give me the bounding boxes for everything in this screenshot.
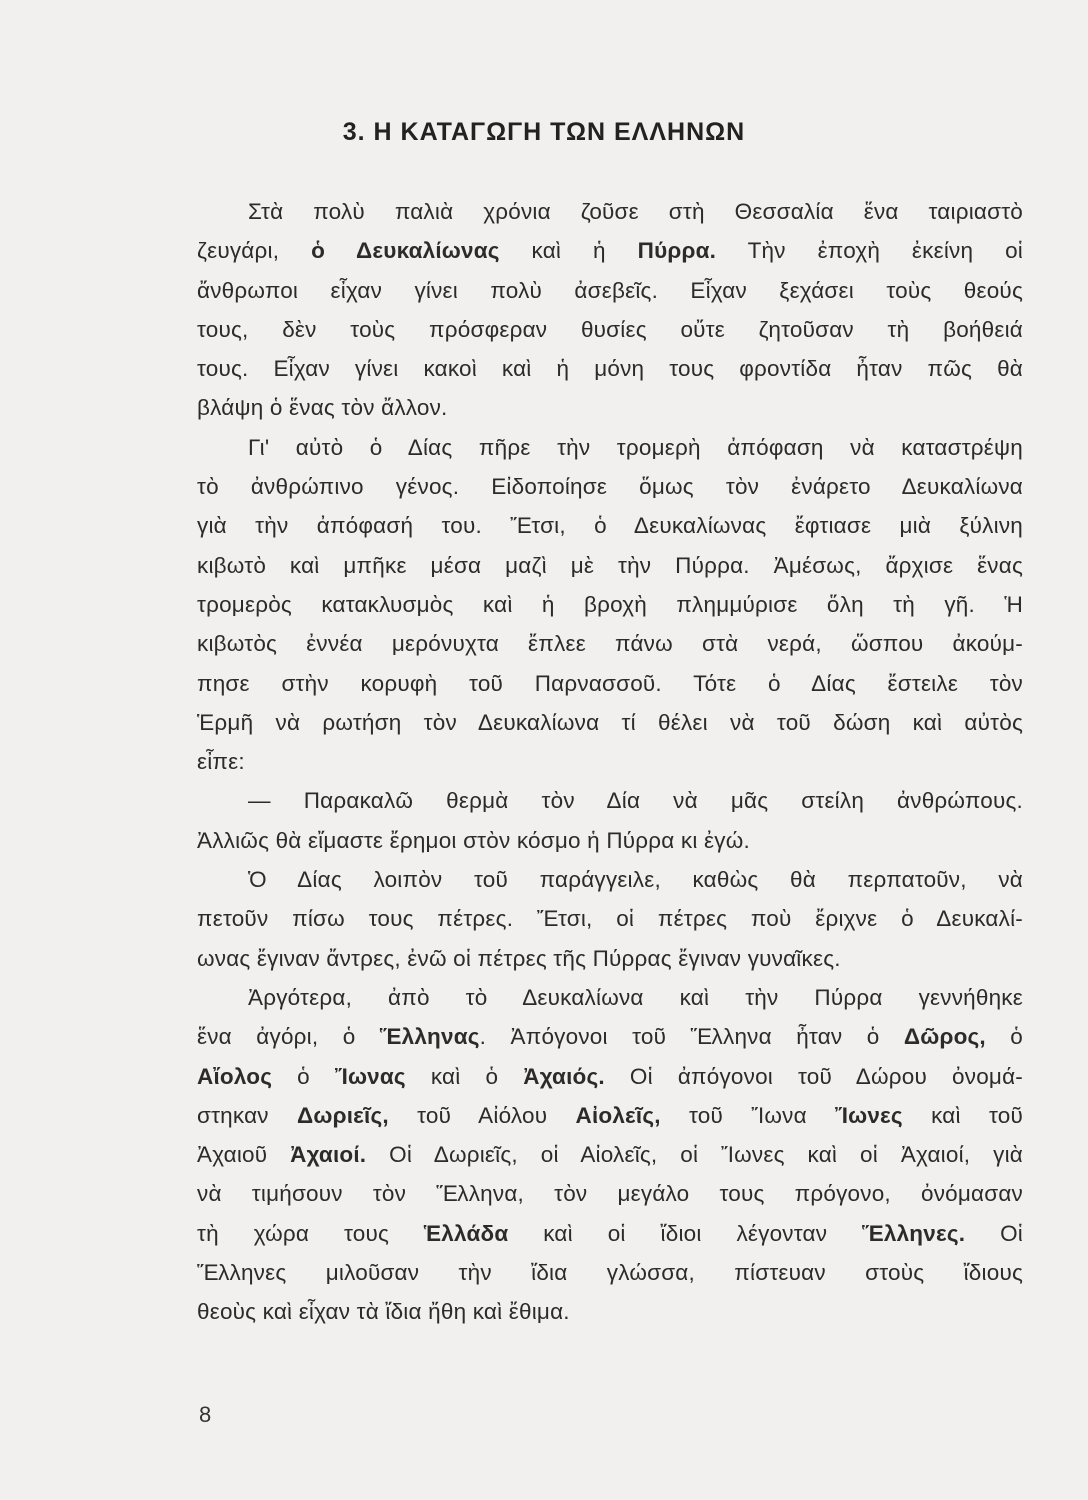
text-run: Οἱ ἀπόγονοι τοῦ Δώρου ὀνομά- (604, 1063, 1024, 1089)
bold-term: Πύρρα. (637, 238, 717, 264)
text-run: ὁ (272, 1063, 335, 1089)
text-run: καὶ οἱ ἴδιοι λέγονταν (508, 1220, 863, 1246)
text-line (197, 1292, 1023, 1331)
bold-term: Αἴολος (197, 1063, 273, 1089)
text-run: Οἱ (965, 1220, 1023, 1246)
text-line (197, 1017, 1023, 1056)
text-line (197, 703, 1023, 742)
text-run: ωνας ἔγιναν ἄντρες, ἐνῶ οἱ πέτρες τῆς Πύρρας ἔγιναν γυναῖκες. (197, 945, 841, 971)
text-run: τους, δὲν τοὺς πρόσφεραν θυσίες οὔτε ζητοῦσαν τὴ βοήθειά (197, 316, 1023, 342)
text-line (197, 546, 1023, 585)
text-line (197, 1096, 1023, 1135)
text-line (197, 1057, 1023, 1096)
text-run: Ἕλληνες μιλοῦσαν τὴν ἴδια γλώσσα, πίστευαν στοὺς ἴδιους (197, 1260, 1023, 1286)
bold-term: ὁ Δευκαλίωνας (311, 238, 500, 264)
text-run: Στὰ πολὺ παλιὰ χρόνια ζοῦσε στὴ Θεσσαλία ἕνα ταιριαστὸ (248, 199, 1023, 224)
text-line (197, 1135, 1023, 1174)
text-run: ἕνα ἀγόρι, ὁ (197, 1024, 380, 1050)
text-run: Γι' αὐτὸ ὁ Δίας πῆρε τὴν τρομερὴ ἀπόφαση νὰ καταστρέψη (248, 434, 1023, 460)
text-line (197, 860, 1023, 899)
text-run: τοῦ Αἰόλου (388, 1102, 576, 1128)
text-run: στηκαν (197, 1102, 298, 1128)
text-run: καὶ ὁ (405, 1063, 524, 1089)
text-run: ὁ (985, 1024, 1023, 1050)
text-run: τρομερὸς κατακλυσμὸς καὶ ἡ βροχὴ πλημμύρισε ὅλη τὴ γῆ. Ἡ (197, 591, 1023, 617)
bold-term: Δωριεῖς, (297, 1102, 389, 1128)
text-line (197, 1174, 1023, 1213)
text-run: Οἱ Δωριεῖς, οἱ Αἰολεῖς, οἱ Ἴωνες καὶ οἱ Ἀχαιοί, γιὰ (366, 1142, 1023, 1168)
text-line (197, 1214, 1023, 1253)
text-run: πετοῦν πίσω τους πέτρες. Ἔτσι, οἱ πέτρες ποὺ ἔριχνε ὁ Δευκαλί- (197, 906, 1023, 932)
text-line (197, 939, 1023, 978)
text-run: καὶ ἡ (499, 238, 638, 264)
text-run: ἄνθρωποι εἶχαν γίνει πολὺ ἀσεβεῖς. Εἶχαν ξεχάσει τοὺς θεούς (197, 277, 1023, 303)
text-run: τοῦ Ἴωνα (660, 1102, 836, 1128)
bold-term: Ἑλλάδα (423, 1220, 509, 1246)
text-line (197, 349, 1023, 388)
text-line (197, 428, 1023, 467)
text-line (197, 624, 1023, 663)
text-run: νὰ τιμήσουν τὸν Ἕλληνα, τὸν μεγάλο τους πρόγονο, ὀνόμασαν (197, 1181, 1023, 1207)
text-run: θεοὺς καὶ εἶχαν τὰ ἴδια ἤθη καὶ ἔθιμα. (197, 1299, 570, 1325)
text-line (197, 978, 1023, 1017)
text-run: κιβωτὸ καὶ μπῆκε μέσα μαζὶ μὲ τὴν Πύρρα. Ἀμέσως, ἄρχισε ἕνας (197, 552, 1023, 578)
text-run: . Ἀπόγονοι τοῦ Ἕλληνα ἦταν ὁ (479, 1024, 904, 1050)
bold-term: Ἴωνας (334, 1063, 406, 1089)
text-line (197, 271, 1023, 310)
text-run: τὴ χώρα τους (197, 1220, 424, 1246)
text-run: πησε στὴν κορυφὴ τοῦ Παρνασσοῦ. Τότε ὁ Δίας ἔστειλε τὸν (197, 670, 1023, 696)
text-run: Ἀχαιοῦ (197, 1142, 291, 1168)
text-line (197, 781, 1023, 820)
text-run: Ἀλλιῶς θὰ εἴμαστε ἔρημοι στὸν κόσμο ἡ Πύρρα κι ἐγώ. (197, 827, 750, 853)
chapter-text (197, 192, 1023, 1332)
text-line (197, 231, 1023, 270)
text-line (197, 388, 1023, 427)
text-run: — Παρακαλῶ θερμὰ τὸν Δία νὰ μᾶς στείλη ἀνθρώπους. (248, 788, 1023, 814)
bold-term: Ἴωνες (835, 1102, 903, 1128)
text-line (197, 192, 1023, 231)
page-number: 8 (199, 1402, 212, 1427)
text-line (197, 310, 1023, 349)
bold-term: Ἀχαιοί. (290, 1142, 367, 1168)
text-run: τους. Εἶχαν γίνει κακοὶ καὶ ἡ μόνη τους φροντίδα ἦταν πῶς θὰ (197, 356, 1023, 382)
text-line (197, 742, 1023, 781)
text-line (197, 506, 1023, 545)
bold-term: Αἰολεῖς, (575, 1102, 661, 1128)
text-run: καὶ τοῦ (902, 1102, 1023, 1128)
bold-term: Δῶρος, (903, 1024, 986, 1050)
text-line (197, 899, 1023, 938)
text-run: τὸ ἀνθρώπινο γένος. Εἰδοποίησε ὅμως τὸν ἐνάρετο Δευκαλίωνα (197, 474, 1023, 500)
bold-term: Ἀχαιός. (523, 1063, 605, 1089)
text-line (197, 821, 1023, 860)
text-run: εἶπε: (197, 749, 245, 775)
text-line (197, 585, 1023, 624)
text-run: ζευγάρι, (197, 238, 312, 264)
text-run: Ἀργότερα, ἀπὸ τὸ Δευκαλίωνα καὶ τὴν Πύρρα γεννήθηκε (248, 984, 1023, 1010)
text-run: κιβωτὸς ἐννέα μερόνυχτα ἔπλεε πάνω στὰ νερά, ὥσπου ἀκούμ- (197, 631, 1023, 657)
text-run: γιὰ τὴν ἀπόφασή του. Ἔτσι, ὁ Δευκαλίωνας ἔφτιασε μιὰ ξύλινη (197, 513, 1023, 539)
text-run: Ὁ Δίας λοιπὸν τοῦ παράγγειλε, καθὼς θὰ περπατοῦν, νὰ (248, 867, 1023, 893)
text-line (197, 664, 1023, 703)
text-line (197, 1253, 1023, 1292)
bold-term: Ἕλληνας (379, 1024, 480, 1050)
text-run: Τὴν ἐποχὴ ἐκείνη οἱ (716, 238, 1023, 264)
text-run: βλάψη ὁ ἕνας τὸν ἄλλον. (197, 395, 448, 421)
chapter-title: 3. Η ΚΑΤΑΓΩΓΗ ΤΩΝ ΕΛΛΗΝΩΝ (342, 118, 746, 146)
bold-term: Ἕλληνες. (862, 1220, 966, 1246)
text-run: Ἑρμῆ νὰ ρωτήση τὸν Δευκαλίωνα τί θέλει νὰ τοῦ δώση καὶ αὐτὸς (197, 709, 1023, 735)
text-line (197, 467, 1023, 506)
